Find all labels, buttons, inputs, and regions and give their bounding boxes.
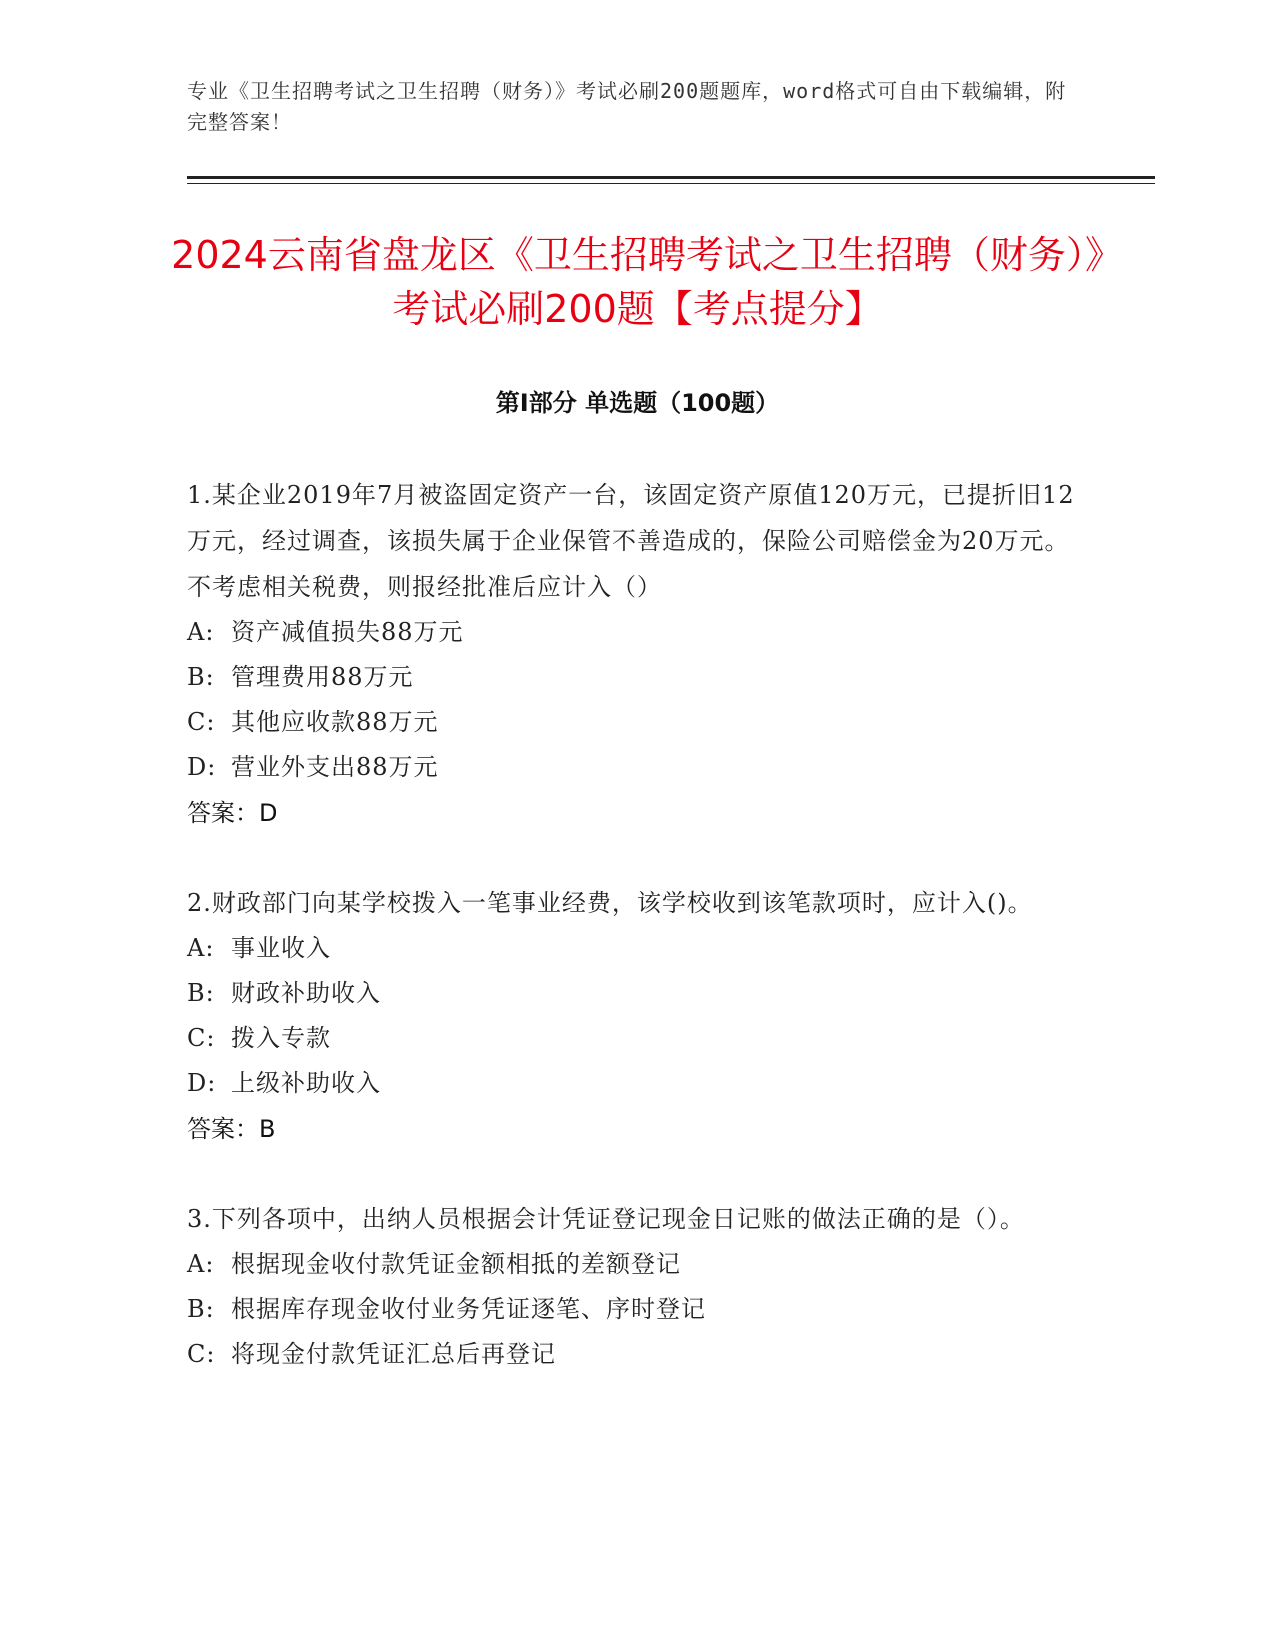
question-list (187, 472, 1087, 1421)
section-heading: 第I部分 单选题（100题） (495, 389, 780, 417)
option-c (187, 1016, 1087, 1061)
question-2 (187, 880, 1087, 1152)
question-3 (187, 1196, 1087, 1377)
option-key: D: (187, 753, 217, 781)
question-1 (187, 472, 1087, 836)
header-divider-thin (187, 183, 1155, 184)
option-text: 上级补助收入 (231, 1069, 381, 1097)
option-key: C: (187, 1024, 216, 1052)
option-key: B: (187, 1295, 215, 1323)
option-key: B: (187, 663, 215, 691)
option-text: 财政补助收入 (231, 979, 381, 1007)
option-text: 营业外支出88万元 (231, 753, 439, 781)
option-b (187, 655, 1087, 700)
option-text: 拨入专款 (231, 1024, 331, 1052)
option-key: A: (187, 618, 215, 646)
option-b (187, 1287, 1087, 1332)
document-header-note: 专业《卫生招聘考试之卫生招聘（财务）》考试必刷200题题库，word格式可自由下载编辑，附完整答案！ (187, 79, 1067, 134)
question-stem: 2.财政部门向某学校拨入一笔事业经费，该学校收到该笔款项时，应计入()。 (187, 889, 1033, 917)
question-stem: 1.某企业2019年7月被盗固定资产一台，该固定资产原值120万元，已提折旧12万元，经过调查，该损失属于企业保管不善造成的，保险公司赔偿金为20万元。不考虑相关税费，则报经批准后应计入（） (187, 481, 1075, 601)
question-stem: 3.下列各项中，出纳人员根据会计凭证登记现金日记账的做法正确的是（）。 (187, 1205, 1025, 1233)
option-text: 根据库存现金收付业务凭证逐笔、序时登记 (231, 1295, 706, 1323)
option-a (187, 610, 1087, 655)
option-text: 其他应收款88万元 (231, 708, 439, 736)
option-key: A: (187, 934, 215, 962)
document-title: 2024云南省盘龙区《卫生招聘考试之卫生招聘（财务）》考试必刷200题【考点提分】 (171, 233, 1104, 331)
answer-line: 答案：B (187, 1115, 276, 1143)
option-key: D: (187, 1069, 217, 1097)
option-text: 根据现金收付款凭证金额相抵的差额登记 (231, 1250, 681, 1278)
option-key: C: (187, 708, 216, 736)
option-a (187, 926, 1087, 971)
option-d (187, 1061, 1087, 1106)
option-c (187, 1332, 1087, 1377)
header-divider-thick (187, 176, 1155, 179)
option-text: 将现金付款凭证汇总后再登记 (231, 1340, 556, 1368)
option-key: C: (187, 1340, 216, 1368)
answer-line: 答案：D (187, 799, 278, 827)
option-c (187, 700, 1087, 745)
option-key: B: (187, 979, 215, 1007)
option-text: 资产减值损失88万元 (231, 618, 464, 646)
option-key: A: (187, 1250, 215, 1278)
option-text: 事业收入 (231, 934, 331, 962)
option-d (187, 745, 1087, 790)
option-a (187, 1242, 1087, 1287)
option-text: 管理费用88万元 (231, 663, 414, 691)
option-b (187, 971, 1087, 1016)
